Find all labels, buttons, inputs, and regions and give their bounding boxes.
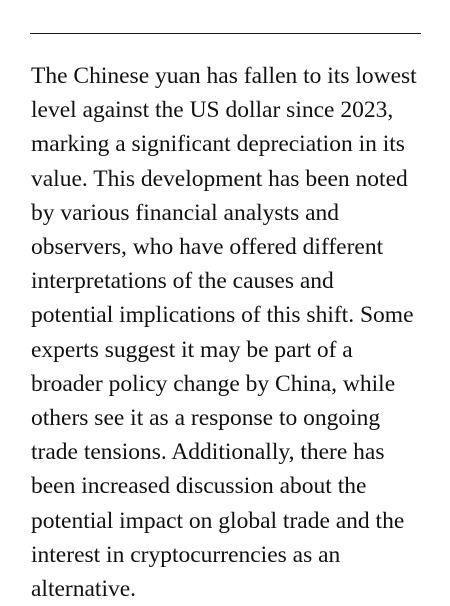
top-divider [30, 33, 421, 34]
article-paragraph: The Chinese yuan has fallen to its lowest level against the US dollar since 2023, marking a significant depreciation in its value. This development has been noted by various financial analysts and observers, who have offered different interpretations of the causes and potential implications of this shift. Some experts suggest it may be part of a broader policy change by China, while others see it as a response to ongoing trade tensions. Additionally, there has been increased discussion about the potential impact on global trade and the interest in cryptocurrencies as an alternative. [31, 63, 417, 603]
